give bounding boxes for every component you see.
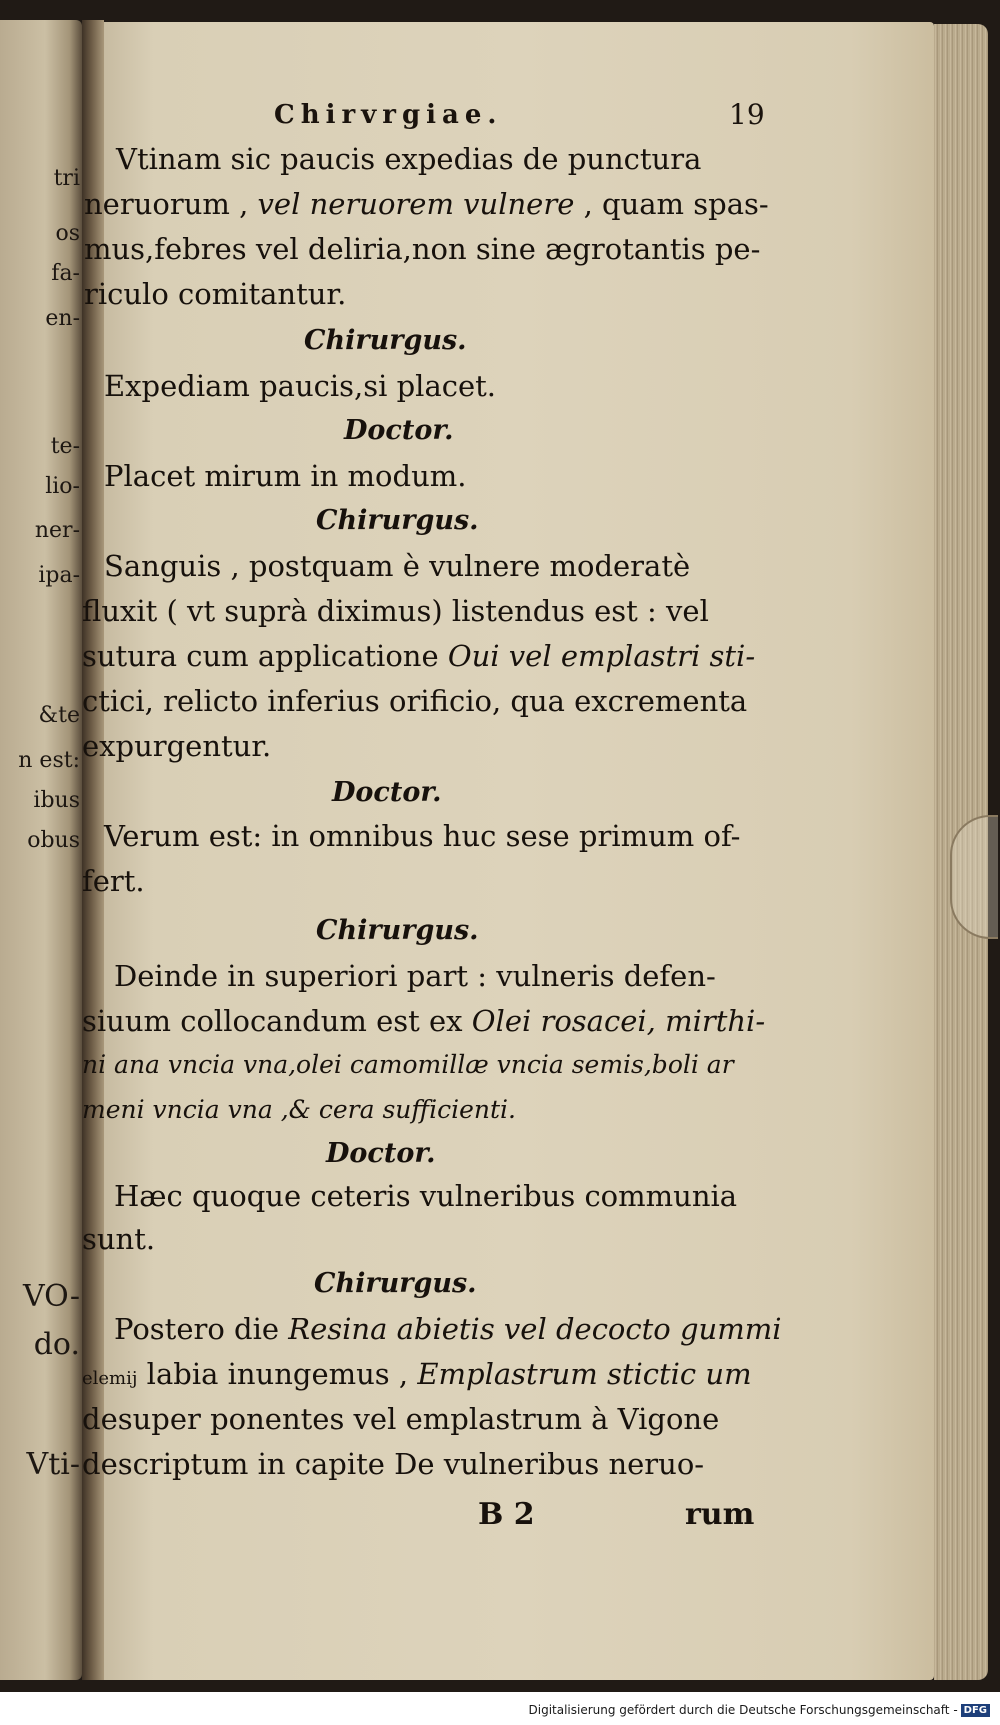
text-line: ctici, relicto inferius orificio, qua excrementa — [82, 684, 748, 718]
catchword: rum — [685, 1497, 755, 1532]
italic-run: Oui vel emplastri sti- — [447, 639, 756, 673]
left-fragment: lio- — [45, 474, 80, 499]
text-line: Verum est: in omnibus huc sese primum of- — [104, 819, 741, 853]
text-line: sunt. — [82, 1222, 156, 1256]
italic-run: vel neruorem vulnere — [257, 187, 575, 221]
left-page-fragments — [4, 20, 82, 1680]
left-fragment: ipa- — [38, 563, 80, 588]
text-line: Hæc quoque ceteris vulneribus communia — [114, 1179, 738, 1213]
left-fragment: en- — [45, 306, 80, 331]
speaker-label: Doctor. — [326, 1138, 436, 1169]
text-run: labia inungemus , — [137, 1357, 418, 1391]
text-run: Postero die — [114, 1312, 289, 1346]
credit-line — [529, 1703, 991, 1717]
text-line — [82, 1004, 766, 1038]
page-number: 19 — [729, 98, 765, 131]
left-fragment: os — [55, 221, 80, 246]
text-line — [82, 639, 756, 673]
left-fragment: VO- — [23, 1279, 80, 1314]
speaker-label: Doctor. — [332, 777, 442, 808]
text-line: fluxit ( vt suprà diximus) listendus est : vel — [82, 594, 709, 628]
left-fragment: &te — [38, 703, 80, 728]
page-clip — [950, 815, 998, 939]
text-line — [82, 1357, 752, 1391]
text-line: ni ana vncia vna,olei camomillæ vncia semis,boli ar — [82, 1050, 734, 1079]
left-fragment: ibus — [33, 788, 80, 813]
text-line: Deinde in superiori part : vulneris defen- — [114, 959, 716, 993]
dfg-logo: DFG — [961, 1704, 990, 1717]
text-line: Placet mirum in modum. — [104, 459, 467, 493]
italic-run: Emplastrum stictic um — [417, 1357, 752, 1391]
text-run: elemij — [82, 1368, 138, 1389]
text-line: desuper ponentes vel emplastrum à Vigone — [82, 1402, 720, 1436]
left-fragment: tri — [53, 166, 80, 191]
text-line: mus,febres vel deliria,non sine ægrotantis pe- — [84, 232, 761, 266]
signature-mark: B 2 — [478, 1497, 535, 1532]
text-line: expurgentur. — [82, 729, 272, 763]
text-line: Vtinam sic paucis expedias de punctura — [116, 142, 702, 176]
left-fragment: do. — [33, 1327, 80, 1362]
text-line: riculo comitantur. — [84, 277, 347, 311]
left-fragment: ner- — [34, 518, 80, 543]
left-page-edge — [0, 20, 82, 1680]
text-line: fert. — [82, 864, 145, 898]
speaker-label: Doctor. — [344, 415, 454, 446]
italic-run: Resina abietis vel decocto gummi — [288, 1312, 782, 1346]
text-run: siuum collocandum est ex — [82, 1004, 472, 1038]
text-run: sutura cum applicatione — [82, 639, 448, 673]
text-line: Sanguis , postquam è vulnere moderatè — [104, 549, 691, 583]
left-fragment: Vti- — [26, 1447, 80, 1482]
text-line: meni vncia vna ,& cera sufficienti. — [82, 1095, 516, 1124]
text-run: neruorum , — [84, 187, 258, 221]
text-line — [114, 1312, 782, 1346]
text-run: , quam spas- — [574, 187, 769, 221]
left-fragment: te- — [50, 434, 80, 459]
left-fragment: n est: — [18, 748, 80, 773]
speaker-label: Chirurgus. — [314, 1268, 477, 1299]
credit-text: Digitalisierung gefördert durch die Deutsche Forschungsgemeinschaft - — [528, 1703, 958, 1717]
left-fragment: fa- — [51, 261, 80, 286]
left-fragment: obus — [27, 828, 80, 853]
text-line: descriptum in capite De vulneribus neruo- — [82, 1447, 705, 1481]
page-text — [82, 22, 934, 1680]
text-line — [84, 187, 769, 221]
right-page — [82, 22, 934, 1680]
speaker-label: Chirurgus. — [316, 915, 479, 946]
speaker-label: Chirurgus. — [304, 325, 467, 356]
speaker-label: Chirurgus. — [316, 505, 479, 536]
italic-run: Olei rosacei, mirthi- — [471, 1004, 766, 1038]
running-head: Chirvrgiae. — [274, 100, 503, 130]
text-line: Expediam paucis,si placet. — [104, 369, 497, 403]
